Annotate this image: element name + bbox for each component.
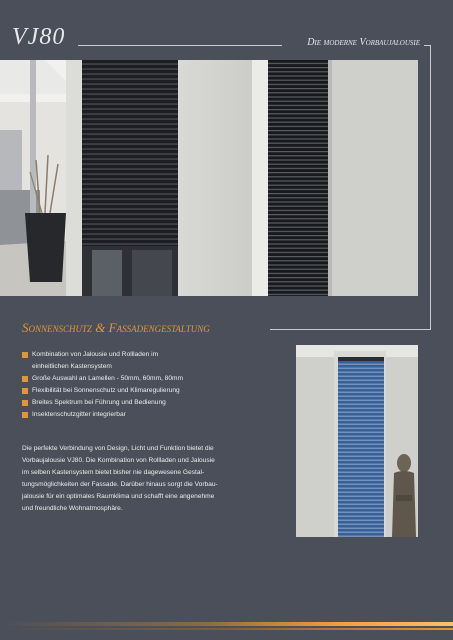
- feature-text: einheitlichen Kastensystem: [32, 363, 112, 370]
- feature-item: [22, 385, 282, 397]
- main-photo: [0, 60, 418, 296]
- description-line: Die perfekte Verbindung von Design, Licht und Funktion bietet die: [22, 445, 214, 452]
- feature-text: Kombination von Jalousie und Rollladen im: [32, 351, 159, 358]
- side-photo: [296, 345, 418, 537]
- page-subtitle: Die moderne Vorbaujalousie: [307, 37, 420, 48]
- description-paragraph: [22, 443, 284, 516]
- logo: VJ80: [12, 24, 66, 50]
- feature-text: Insektenschutzgitter integrierbar: [32, 411, 126, 418]
- description-line: und freundliche Wohnatmosphäre.: [22, 505, 123, 513]
- frame-line-right: [430, 45, 431, 330]
- feature-item: [22, 373, 282, 385]
- description-line: jalousie für ein optimales Raumklima und schafft eine angenehme: [22, 493, 215, 501]
- bullet-square-icon: [22, 400, 28, 406]
- feature-item-continuation: [22, 361, 282, 373]
- description-line: tungsmöglichkeiten der Fassade. Darüber hinaus sorgt die Vorbau-: [22, 481, 218, 489]
- frame-line-header: [78, 45, 282, 46]
- bullet-square-icon: [22, 376, 28, 382]
- feature-item: [22, 397, 282, 409]
- feature-text: Breites Spektrum bei Führung und Bedienung: [32, 399, 166, 406]
- feature-text: Große Auswahl an Lamellen - 50mm, 60mm, 80mm: [32, 375, 183, 382]
- footer-gradient-line: [0, 628, 453, 630]
- frame-line-section: [270, 329, 431, 330]
- bullet-square-icon: [22, 388, 28, 394]
- description-line: im selben Kastensystem bietet bisher nie dagewesene Gestal-: [22, 469, 205, 477]
- description-line: Vorbaujalousie VJ80. Die Kombination von Rollladen und Jalousie: [22, 457, 215, 465]
- footer-gradient-bar: [0, 622, 453, 626]
- bullet-square-icon: [22, 352, 28, 358]
- frame-line-header-right: [424, 45, 431, 46]
- feature-text: Flexibilität bei Sonnenschutz und Klimaregulierung: [32, 387, 180, 394]
- section-title: Sonnenschutz & Fassadengestaltung: [22, 320, 210, 335]
- feature-list: [22, 349, 282, 421]
- feature-item: [22, 349, 282, 361]
- feature-item: [22, 409, 282, 421]
- bullet-square-icon: [22, 412, 28, 418]
